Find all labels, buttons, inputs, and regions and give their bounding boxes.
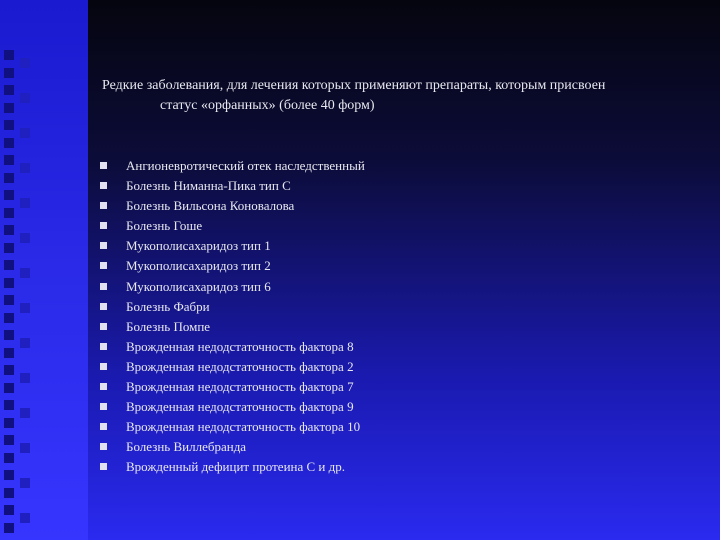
square-bullet-icon — [100, 262, 107, 269]
decorative-square — [4, 313, 14, 323]
decorative-square — [4, 488, 14, 498]
square-bullet-icon — [100, 363, 107, 370]
square-bullet-icon — [100, 443, 107, 450]
list-item — [96, 417, 365, 437]
list-item — [96, 397, 365, 417]
decorative-square — [4, 348, 14, 358]
square-bullet-icon — [100, 242, 107, 249]
decorative-square — [20, 443, 30, 453]
decorative-square — [4, 138, 14, 148]
list-item-label: Болезнь Ниманна-Пика тип С — [126, 178, 291, 194]
square-bullet-icon — [100, 222, 107, 229]
square-bullet-icon — [100, 423, 107, 430]
decorative-square — [20, 373, 30, 383]
decorative-square — [4, 155, 14, 165]
decorative-square — [4, 505, 14, 515]
decorative-square — [20, 93, 30, 103]
decorative-square — [20, 233, 30, 243]
decorative-square — [20, 478, 30, 488]
square-bullet-icon — [100, 202, 107, 209]
decorative-square — [20, 163, 30, 173]
list-item-label: Ангионевротический отек наследственный — [126, 158, 365, 173]
decorative-square — [4, 103, 14, 113]
list-item-label: Болезнь Фабри — [126, 298, 210, 314]
list-item — [96, 176, 365, 196]
list-item — [96, 256, 365, 276]
square-bullet-icon — [100, 162, 107, 169]
decorative-square — [4, 435, 14, 445]
decorative-square — [4, 260, 14, 270]
list-item — [96, 357, 365, 377]
decorative-square — [4, 278, 14, 288]
decorative-left-band — [0, 0, 88, 540]
list-item — [96, 236, 365, 256]
list-item — [96, 216, 365, 236]
list-item — [96, 196, 365, 216]
decorative-square — [20, 408, 30, 418]
square-bullet-icon — [100, 403, 107, 410]
decorative-square — [4, 453, 14, 463]
list-item — [96, 277, 365, 297]
decorative-square — [4, 365, 14, 375]
decorative-square — [4, 120, 14, 130]
square-bullet-icon — [100, 383, 107, 390]
decorative-square — [20, 268, 30, 278]
list-item-label: Мукополисахаридоз тип 2 — [126, 258, 271, 274]
decorative-square — [20, 303, 30, 313]
list-item-label: Болезнь Вильсона Коновалова — [126, 198, 295, 214]
decorative-square — [4, 225, 14, 235]
decorative-square — [4, 418, 14, 428]
list-item-label: Врожденная недодстаточность фактора 2 — [126, 358, 354, 374]
list-item — [96, 156, 365, 176]
list-item — [96, 437, 365, 457]
decorative-square — [4, 173, 14, 183]
list-item — [96, 297, 365, 317]
list-item — [96, 377, 365, 397]
decorative-square — [20, 58, 30, 68]
decorative-square — [20, 338, 30, 348]
decorative-square — [20, 128, 30, 138]
list-item — [96, 337, 365, 357]
square-bullet-icon — [100, 343, 107, 350]
decorative-square — [20, 513, 30, 523]
decorative-square — [4, 50, 14, 60]
decorative-square — [20, 198, 30, 208]
decorative-square — [4, 190, 14, 200]
list-item-label: Болезнь Помпе — [126, 318, 211, 334]
slide-title-line-2: статус «орфанных» (более 40 форм) — [160, 98, 375, 113]
list-item-label: Мукополисахаридоз тип 1 — [126, 238, 271, 254]
slide-title-line-1: Редкие заболевания, для лечения которых применяют препараты, которым присвоен — [102, 78, 606, 93]
decorative-square — [4, 330, 14, 340]
list-item-label: Врожденная недодстаточность фактора 9 — [126, 399, 354, 415]
decorative-square — [4, 85, 14, 95]
decorative-square — [4, 523, 14, 533]
decorative-square — [4, 400, 14, 410]
decorative-square — [4, 295, 14, 305]
list-item-label: Болезнь Гоше — [126, 218, 203, 234]
decorative-square — [4, 243, 14, 253]
decorative-square — [4, 470, 14, 480]
list-item — [96, 457, 365, 477]
square-bullet-icon — [100, 463, 107, 470]
square-bullet-icon — [100, 323, 107, 330]
list-item-label: Болезнь Виллебранда — [126, 439, 247, 455]
list-item-label: Врожденный дефицит протеина С и др. — [126, 459, 346, 475]
square-bullet-icon — [100, 303, 107, 310]
list-item-label: Врожденная недодстаточность фактора 10 — [126, 419, 361, 435]
square-bullet-icon — [100, 182, 107, 189]
list-item-label: Мукополисахаридоз тип 6 — [126, 278, 271, 294]
disease-list — [96, 156, 365, 478]
decorative-square — [4, 383, 14, 393]
slide-title — [102, 76, 702, 116]
list-item — [96, 317, 365, 337]
list-item-label: Врожденная недодстаточность фактора 8 — [126, 338, 354, 354]
square-bullet-icon — [100, 283, 107, 290]
list-item-label: Врожденная недодстаточность фактора 7 — [126, 379, 354, 395]
decorative-square — [4, 208, 14, 218]
decorative-square — [4, 68, 14, 78]
